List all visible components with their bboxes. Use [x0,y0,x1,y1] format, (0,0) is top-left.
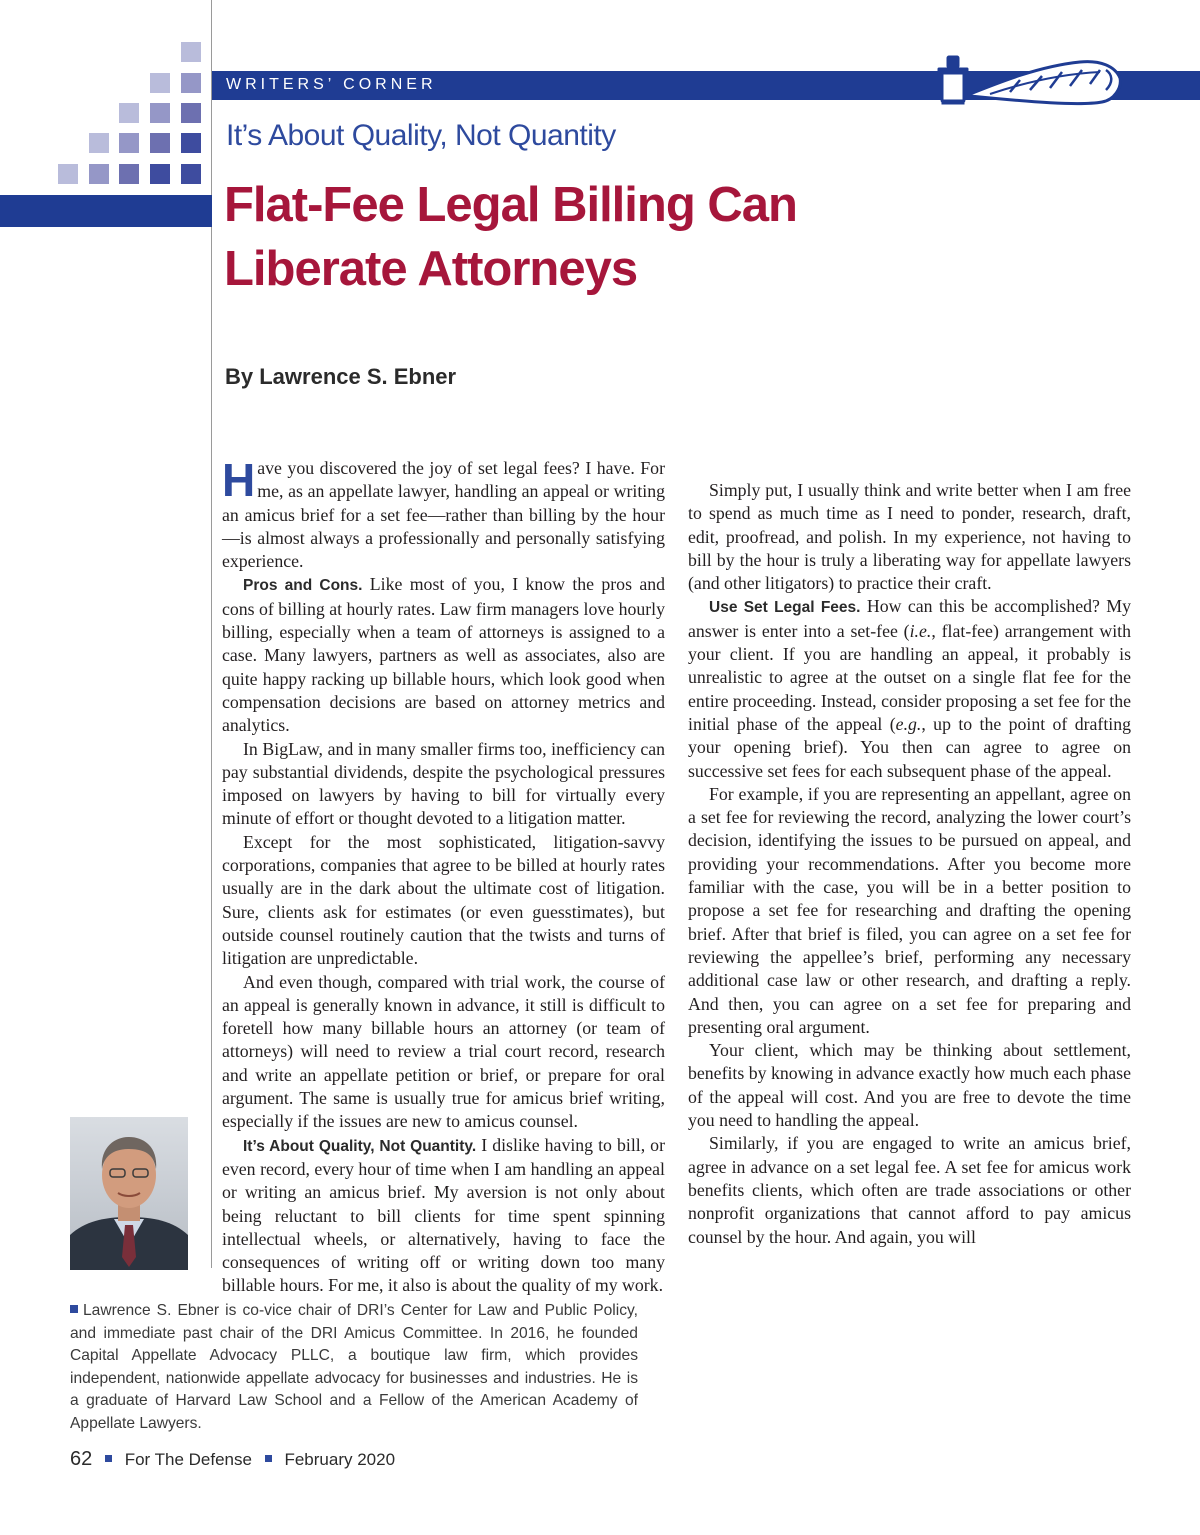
bio-text: Lawrence S. Ebner is co-vice chair of DRI’s Center for Law and Public Policy, and immediate past chair of the DRI Amicus Committee. In 2016, he founded Capital Appellate Advocacy PLLC, a boutique law firm, which provides independent, nationwide appellate advocacy for businesses and industries. He is a graduate of Harvard Law School and a Fellow of the American Academy of Appellate Lawyers. [70,1302,638,1432]
paragraph: Similarly, if you are engaged to write an amicus brief, agree in advance on a set legal fee. A set fee for amicus work benefits clients, which often are trade associations or other nonprofit organizations that cannot afford to pay amicus counsel by the hour. And again, you will [688,1133,1131,1247]
paragraph-text: Like most of you, I know the pros and cons of billing at hourly rates. Law firm managers love hourly billing, especially when a team of attorneys is assigned to a case. Many lawyers, partners as well as associates, also are quite happy racking up billable hours, which look good when compensation decisions are based on attorney metrics and analytics. [222,574,666,736]
bullet-icon [105,1455,112,1462]
article-kicker: It’s About Quality, Not Quantity [226,119,616,152]
paragraph-text: I dislike having to bill, or even record, every hour of time when I am handling an appeal or writing an amicus brief. My aversion is not only about being reluctant to bill clients for time spent spinning intellectual wheels, or alternatively, having to face the consequences of writing off or writing down too many billable hours. For me, it also is about the quality of my work. [222,1134,665,1296]
paragraph-text: , flat-fee) arrangement with your client. If you are handling an appeal, it probably is unrealistic to agree at the outset on a single flat fee for the entire proceeding. Instead, consider proposing a set fee for the initial phase of the appeal ( [688,620,1131,734]
italic-eg: e.g. [895,713,922,734]
publication-name: For The Defense [124,1450,252,1469]
header-band-left [0,195,212,227]
paragraph [222,1134,665,1298]
page-footer [70,1448,395,1471]
paragraph [222,573,665,737]
bullet-icon [70,1305,78,1313]
inkwell-quill-icon [930,52,1130,112]
section-label: WRITERS’ CORNER [226,76,437,93]
paragraph: And even though, compared with trial work, the course of an appeal is generally known in advance, it still is difficult to foretell how many billable hours an attorney (or team of attorneys) will need to review a trial court record, research and write an appellate petition or brief, or prepare for oral argument. The same is usually true for amicus brief writing, especially if the issues are new to amicus counsel. [222,971,665,1132]
article-column-1 [222,454,666,1298]
paragraph-text: ave you discovered the joy of set legal fees? I have. For me, as an appellate lawyer, handling an appeal or writing an amicus brief for a set fee—rather than billing by the hour—is almost always a professionally and personally satisfying experience. [222,458,665,572]
bullet-icon [265,1455,272,1462]
subhead-pros-and-cons: Pros and Cons. [243,577,363,595]
italic-ie: i.e. [909,620,932,641]
title-line-2: Liberate Attorneys [224,242,638,296]
paragraph-text: How can this be accomplished? My answer is enter into a set-fee ( [688,596,1132,641]
paragraph: Except for the most sophisticated, litigation-savvy corporations, companies that agree to be billed at hourly rates usually are in the dark about the ultimate cost of litigation. Sure, clients ask for estimates (or even guesstimates), but outside counsel routinely caution that the twists and turns of litigation are unpredictable. [222,831,665,969]
column-rule [211,0,212,1268]
issue-date: February 2020 [284,1450,396,1469]
article-column-2 [688,479,1131,1249]
paragraph: Your client, which may be thinking about settlement, benefits by knowing in advance exactly how much each phase of the appeal will cost. And you are free to devote the time you need to handling the appeal. [688,1040,1131,1131]
drop-cap: H [222,454,256,506]
paragraph: In BigLaw, and in many smaller firms too, inefficiency can pay substantial dividends, despite the psychological pressures imposed on lawyers by having to bill for virtually every minute of effort or thought devoted to a litigation matter. [222,738,665,829]
author-photo [70,1117,188,1270]
title-line-1: Flat-Fee Legal Billing Can [224,178,797,232]
paragraph: Simply put, I usually think and write better when I am free to spend as much time as I need to ponder, research, draft, edit, proofread, and polish. In my experience, not having to bill by the hour is truly a liberating way for appellate lawyers (and other litigators) to practice their craft. [688,480,1131,594]
paragraph [222,454,665,573]
byline: By Lawrence S. Ebner [225,364,457,389]
subhead-quality: It’s About Quality, Not Quantity. [243,1137,477,1155]
paragraph [688,595,1131,782]
subhead-use-set-fees: Use Set Legal Fees. [709,599,861,617]
article-title [224,173,1124,301]
paragraph-text: , up to the point of drafting your opening brief). You then can agree to agree on successive set fees for each subsequent phase of the appeal. [688,713,1131,781]
paragraph: For example, if you are representing an appellant, agree on a set fee for reviewing the record, analyzing the lower court’s decision, identifying the issues to be pursued on appeal, and providing your recommendations. After you become more familiar with the case, you will be in a better position to propose a set fee for researching and drafting the opening brief. After that brief is filed, you can agree on a set fee for reviewing the appellee’s brief, performing any necessary additional case law or other research, and drafting a reply. And then, you can agree on a set fee for preparing and presenting oral argument. [688,783,1131,1037]
page-number: 62 [70,1448,93,1470]
author-bio [70,1300,638,1435]
